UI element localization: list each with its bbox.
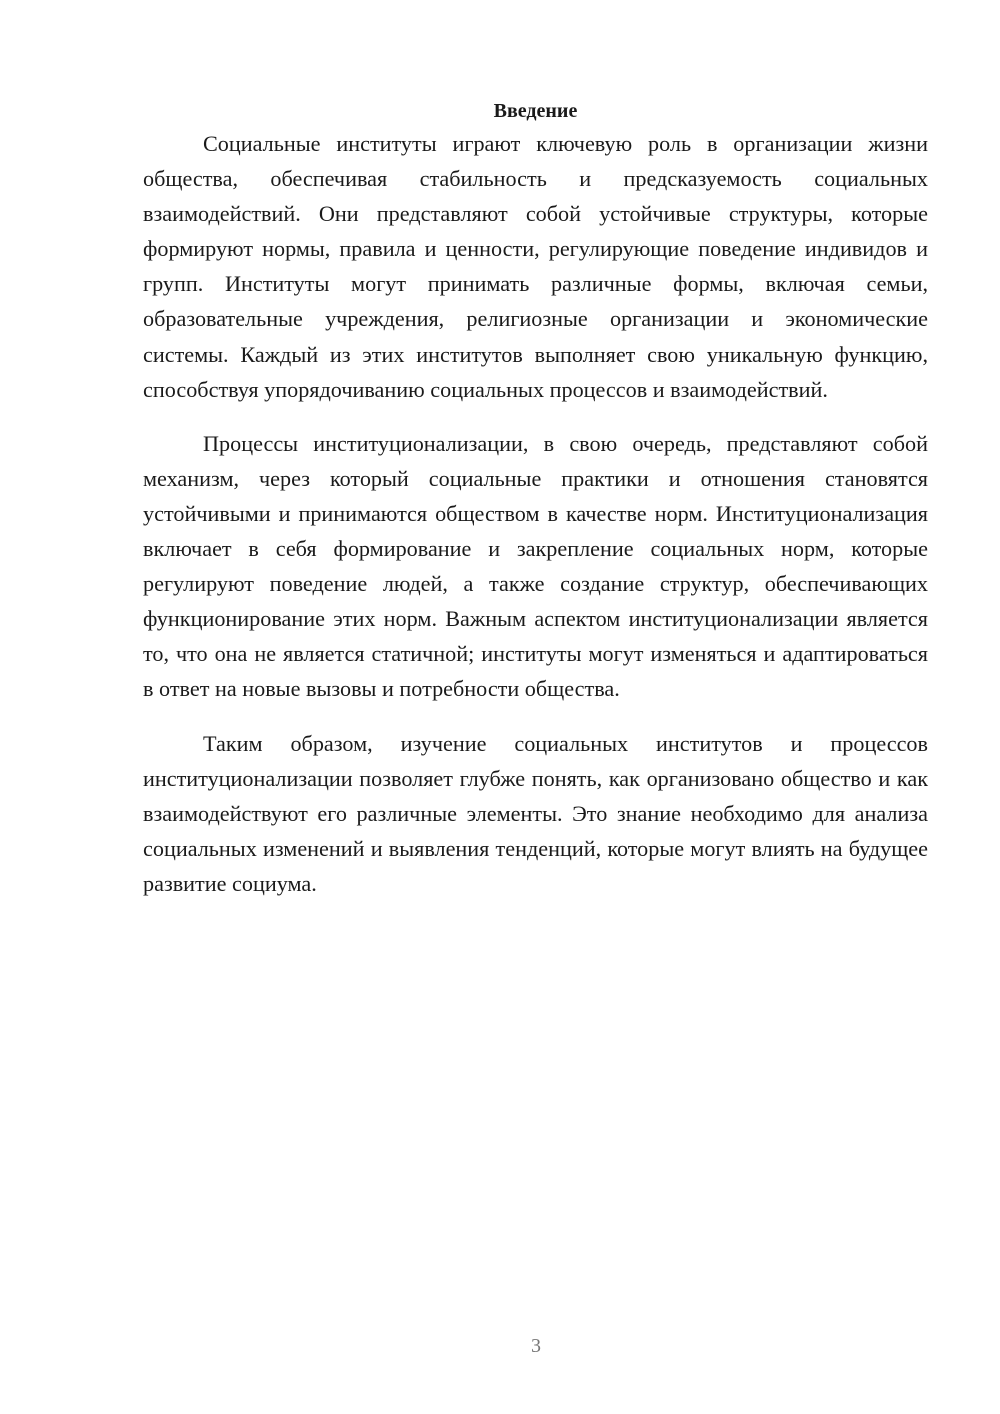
section-title: Введение [493,100,578,122]
page-content [143,96,928,901]
page-number: 3 [531,1335,541,1357]
paragraph-2: Процессы институционализации, в свою очередь, представляют собой механизм, через который социальные практики и отношения становятся устойчивыми и принимаются обществом в качестве норм. Институционализация включает в себя формирование и закрепление социальных норм, которые регулируют поведение людей, а также создание структур, обеспечивающих функционирование этих норм. Важным аспектом институционализации является то, что она не является статичной; институты могут изменяться и адаптироваться в ответ на новые вызовы и потребности общества. [143,430,928,702]
paragraph-3: Таким образом, изучение социальных институтов и процессов институционализации позволяет глубже понять, как организовано общество и как взаимодействуют его различные элементы. Это знание необходимо для анализа социальных изменений и выявления тенденций, которые могут влиять на будущее развитие социума. [143,730,928,896]
paragraph-1: Социальные институты играют ключевую роль в организации жизни общества, обеспечивая стабильность и предсказуемость социальных взаимодействий. Они представляют собой устойчивые структуры, которые формируют нормы, правила и ценности, регулирующие поведение индивидов и групп. Институты могут принимать различные формы, включая семьи, образовательные учреждения, религиозные организации и экономические системы. Каждый из этих институтов выполняет свою уникальную функцию, способствуя упорядочиванию социальных процессов и взаимодействий. [143,131,928,402]
